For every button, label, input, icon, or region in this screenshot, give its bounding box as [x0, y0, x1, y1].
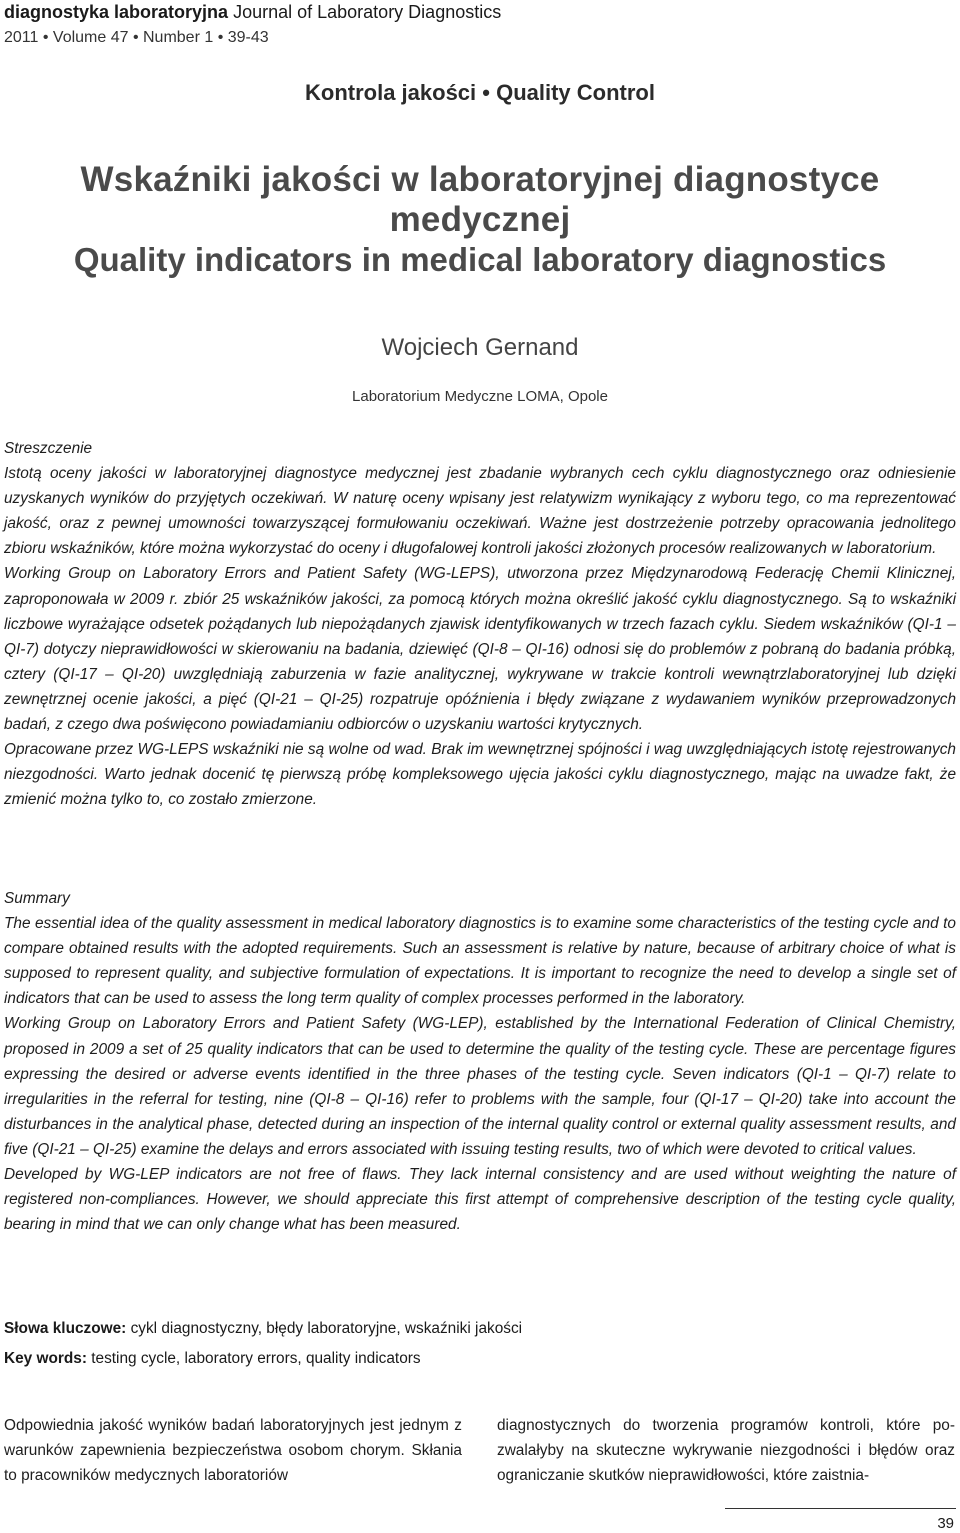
journal-name [4, 0, 501, 24]
body-column-left: Odpowiednia jakość wyników badań laboratoryjnych jest jednym z warunków zapewnienia bezpieczeństwa osobom chorym. Skłania to pracowników medycznych laboratoriów [4, 1417, 462, 1485]
section-label: Kontrola jakości • Quality Control [305, 80, 655, 105]
affiliation: Laboratorium Medyczne LOMA, Opole [352, 388, 608, 405]
title-polish: Wskaźniki jakości w laboratoryjnej diagnostyce medycznej [80, 160, 880, 239]
journal-name-en: Journal of Laboratory Diagnostics [233, 2, 502, 22]
abstract-english [4, 886, 956, 1237]
keywords-english-label: Key words: [4, 1350, 87, 1367]
footer-divider [725, 1508, 956, 1509]
page-number: 39 [937, 1515, 954, 1532]
keywords-english [4, 1350, 421, 1368]
abstract-english-paragraph: Developed by WG-LEP indicators are not free of flaws. They lack internal consistency and are used without weighting the nature of registered non-compliances. However, we should appreciate this first attempt of comprehensive description of the testing cycle quality, bearing in mind that we can only change what has been measured. [4, 1166, 956, 1234]
abstract-polish-paragraph: Opracowane przez WG-LEPS wskaźniki nie są wolne od wad. Brak im wewnętrznej spójności i wag uwzględniających istotę rejestrowanych niezgodności. Warto jednak docenić tę pierwszą próbę kompleksowego ujęcia jakości cyklu diagnostycznego, mając na uwadze fakt, że zmienić można tylko to, co zostało zmierzone. [4, 741, 956, 809]
journal-header [4, 0, 501, 49]
abstract-english-paragraph: The essential idea of the quality assessment in medical laboratory diagnostics is to examine some characteristics of the testing cycle and to compare obtained results with the adopted requirements. Such an assessment is relative by nature, because of arbitrary choice of what is supposed to represent quality, and subjective formulation of expectations. It is important to recognize the need to develop a single set of indicators that can be used to assess the long term quality of complex processes performed in the laboratory. [4, 915, 956, 1008]
abstract-english-heading: Summary [4, 890, 70, 907]
body-column-right: diagnostycznych do tworzenia programów kontroli, które pozwalałyby na skuteczne wykrywanie niezgodności i błędów oraz ograniczanie skutków nieprawidłowości, które zaistnia- [497, 1417, 955, 1485]
title-english: Quality indicators in medical laboratory diagnostics [73, 241, 887, 278]
abstract-polish-paragraph: Istotą oceny jakości w laboratoryjnej diagnostyce medycznej jest zbadanie wybranych cech cyklu diagnostycznego oraz odniesienie uzyskanych wyników do przyjętych oczekiwań. W naturę oceny wpisany jest relatywizm wynikający z wyboru tego, co ma reprezentować jakość, oraz z pewnej umowności towarzyszącej formułowaniu oczekiwań. Ważne jest dostrzeżenie potrzeby opracowania jednolitego zbioru wskaźników, które można wykorzystać do oceny i długofalowej kontroli jakości złożonych procesów realizowanych w laboratorium. [4, 465, 956, 558]
keywords-polish [4, 1320, 522, 1338]
issue-info: 2011 • Volume 47 • Number 1 • 39-43 [4, 29, 269, 46]
keywords-english-text: testing cycle, laboratory errors, quality indicators [86, 1350, 421, 1367]
abstract-polish-heading: Streszczenie [4, 440, 93, 457]
keywords-polish-text: cykl diagnostyczny, błędy laboratoryjne, wskaźniki jakości [126, 1320, 523, 1337]
abstract-polish-paragraph: Working Group on Laboratory Errors and Patient Safety (WG-LEPS), utworzona przez Międzynarodową Federację Chemii Klinicznej, zaproponowała w 2009 r. zbiór 25 wskaźników jakości, za pomocą których można określić jakość cyklu diagnostycznego. Są to wskaźniki liczbowe wyrażające odsetek pożądanych lub niepożądanych zjawisk identyfikowanych w trzech fazach cyklu. Siedem wskaźników (QI-1 – QI-7) dotyczy nieprawidłowości w skierowaniu na badania, dziewięć (QI-8 – QI-16) odnosi się do problemów z pobraną do badania próbką, cztery (QI-17 – QI-20) uwzględniają zaburzenia w fazie analitycznej, wykrywane w trakcie kontroli wewnątrzlaboratoryjnej lub dzięki zewnętrznej ocenie jakości, a pięć (QI-21 – QI-25) rozpatruje opóźnienia i błędy związane z wydawaniem wyników przeprowadzonych badań, z czego dwa poświęcono powiadamianiu odbiorców o uzyskaniu wartości krytycznych. [4, 565, 956, 734]
abstract-english-paragraph: Working Group on Laboratory Errors and Patient Safety (WG-LEP), established by the International Federation of Clinical Chemistry, proposed in 2009 a set of 25 quality indicators that can be used to determine the quality of the testing cycle. These are percentage figures expressing the desired or adverse events identified in the three phases of the testing cycle. Seven indicators (QI-1 – QI-7) relate to irregularities in the referral for testing, nine (QI-8 – QI-16) refer to problems with the sample, four (QI-17 – QI-20) take into account the disturbances in the analytical phase, detected during an inspection of the internal quality control or external quality assessment results, and five (QI-21 – QI-25) examine the delays and errors associated with issuing testing results, two of which were devoted to critical values. [4, 1015, 956, 1158]
journal-name-pl: diagnostyka laboratoryjna [4, 2, 229, 22]
author: Wojciech Gernand [381, 334, 579, 361]
abstract-polish [4, 436, 956, 812]
keywords-polish-label: Słowa kluczowe: [4, 1320, 127, 1337]
